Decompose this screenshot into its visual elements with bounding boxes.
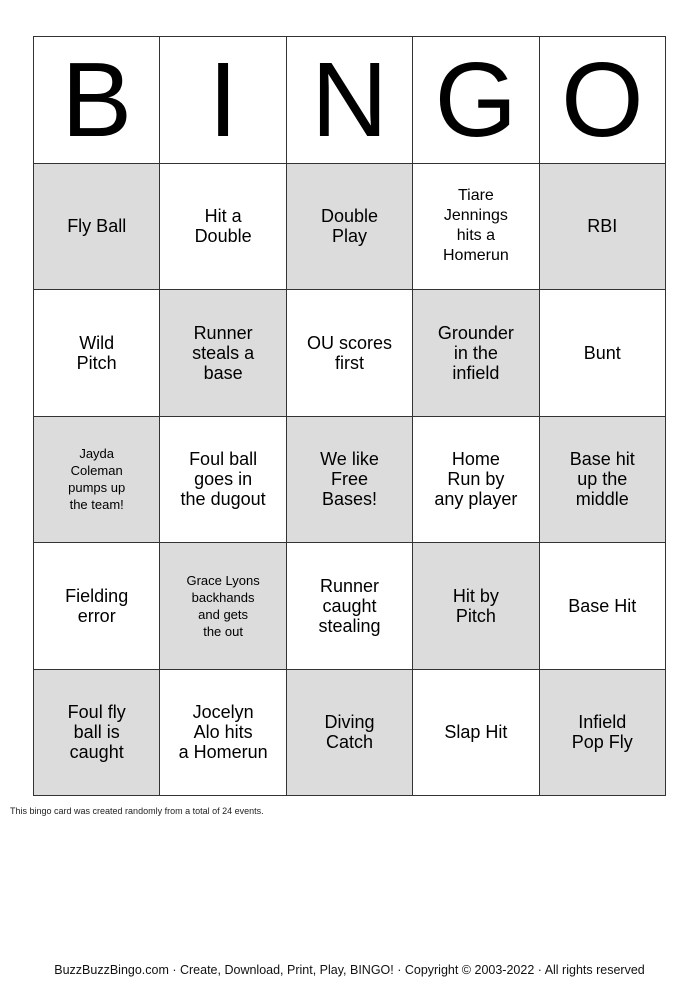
- square-label: Slap Hit: [444, 722, 508, 743]
- card-note: This bingo card was created randomly from a total of 24 events.: [10, 806, 264, 816]
- header-letter-g: [413, 37, 539, 164]
- square-label: Base hit up the middle: [569, 449, 635, 510]
- square-label: We like Free Bases!: [320, 449, 379, 510]
- bingo-square[interactable]: [34, 290, 160, 417]
- square-label: RBI: [587, 216, 618, 237]
- header-letter-b: [34, 37, 160, 164]
- square-label: Bunt: [583, 342, 621, 363]
- header-letter-n: [287, 37, 413, 164]
- header-letter: G: [434, 40, 518, 159]
- page-footer: BuzzBuzzBingo.com · Create, Download, Print, Play, BINGO! · Copyright © 2003-2022 · All rights reserved: [54, 963, 645, 977]
- square-label: Diving Catch: [324, 712, 375, 753]
- header-letter: B: [61, 40, 133, 159]
- header-letter-o: [540, 37, 666, 164]
- square-label: Grounder in the infield: [437, 322, 514, 383]
- bingo-square[interactable]: [540, 543, 666, 670]
- bingo-square[interactable]: [413, 417, 539, 544]
- header-letter: I: [208, 40, 238, 159]
- header-letter: O: [561, 40, 644, 159]
- square-label: Tiare Jennings hits a Homerun: [442, 187, 509, 265]
- bingo-square[interactable]: [287, 164, 413, 291]
- bingo-square[interactable]: [287, 670, 413, 797]
- bingo-square[interactable]: [540, 670, 666, 797]
- bingo-square[interactable]: [34, 543, 160, 670]
- square-label: Hit a Double: [194, 206, 252, 247]
- square-label: Base Hit: [568, 595, 637, 616]
- square-label: Hit by Pitch: [452, 585, 499, 626]
- bingo-square[interactable]: [287, 290, 413, 417]
- square-label: Runner steals a base: [192, 322, 255, 383]
- bingo-square[interactable]: [540, 417, 666, 544]
- square-label: Infield Pop Fly: [571, 712, 633, 753]
- bingo-square[interactable]: [413, 543, 539, 670]
- square-label: Foul ball goes in the dugout: [180, 449, 266, 510]
- bingo-square[interactable]: [540, 164, 666, 291]
- bingo-square[interactable]: [287, 543, 413, 670]
- square-label: Jocelyn Alo hits a Homerun: [178, 702, 268, 763]
- bingo-square[interactable]: [160, 290, 286, 417]
- square-label: Double Play: [320, 206, 379, 247]
- square-label: Wild Pitch: [76, 332, 117, 373]
- square-label: Fielding error: [65, 585, 129, 626]
- square-label: Grace Lyons backhands and gets the out: [186, 572, 260, 639]
- bingo-square[interactable]: [540, 290, 666, 417]
- square-label: Home Run by any player: [434, 449, 518, 510]
- header-letter: N: [311, 40, 388, 159]
- bingo-square[interactable]: [160, 543, 286, 670]
- square-label: Foul fly ball is caught: [67, 702, 126, 763]
- header-letter-i: [160, 37, 286, 164]
- bingo-square[interactable]: [413, 164, 539, 291]
- bingo-square[interactable]: [34, 164, 160, 291]
- bingo-square[interactable]: [160, 417, 286, 544]
- square-label: Jayda Coleman pumps up the team!: [68, 446, 126, 513]
- bingo-square[interactable]: [160, 164, 286, 291]
- bingo-square[interactable]: [413, 670, 539, 797]
- bingo-square[interactable]: [287, 417, 413, 544]
- square-label: Runner caught stealing: [318, 575, 381, 636]
- bingo-square[interactable]: [34, 670, 160, 797]
- square-label: Fly Ball: [67, 216, 127, 237]
- bingo-square[interactable]: [34, 417, 160, 544]
- bingo-square[interactable]: [160, 670, 286, 797]
- square-label: OU scores first: [306, 332, 392, 373]
- bingo-square[interactable]: [413, 290, 539, 417]
- bingo-card: [33, 36, 666, 796]
